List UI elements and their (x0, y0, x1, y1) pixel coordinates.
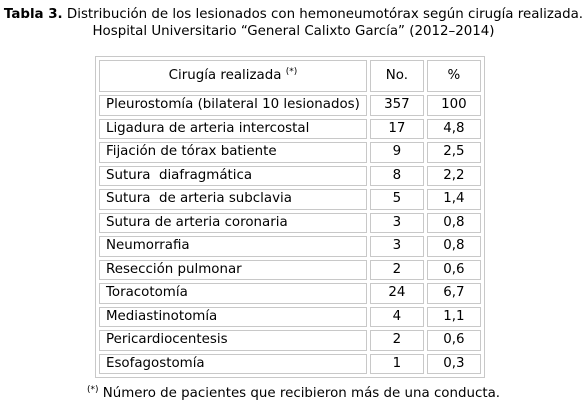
footnote-text: Número de pacientes que recibieron más de una conducta. (102, 386, 501, 401)
cell-pct: 0,6 (427, 260, 481, 281)
cell-no: 4 (370, 307, 424, 328)
cell-cirugia: Fijación de tórax batiente (99, 142, 367, 163)
cell-pct: 0,3 (427, 354, 481, 375)
table-label: Tabla 3. (3, 7, 63, 22)
cell-no: 3 (370, 236, 424, 257)
footnote-mark: (*) (86, 385, 99, 395)
cell-pct: 1,1 (427, 307, 481, 328)
cell-no: 24 (370, 283, 424, 304)
surgery-table (95, 56, 485, 378)
cell-cirugia: Pleurostomía (bilateral 10 lesionados) (99, 95, 367, 116)
cell-no: 3 (370, 213, 424, 234)
cell-cirugia: Toracotomía (99, 283, 367, 304)
table-row (99, 307, 481, 328)
caption-title: Distribución de los lesionados con hemoneumotórax según cirugía realizada. (62, 7, 584, 22)
cell-no: 2 (370, 260, 424, 281)
cell-pct: 6,7 (427, 283, 481, 304)
cell-cirugia: Sutura diafragmática (99, 166, 367, 187)
table-row (99, 119, 481, 140)
table-footnote (0, 385, 587, 402)
table-row (99, 166, 481, 187)
cell-pct: 2,5 (427, 142, 481, 163)
header-cirugia (99, 60, 367, 92)
cell-no: 2 (370, 330, 424, 351)
cell-cirugia: Sutura de arteria subclavia (99, 189, 367, 210)
cell-cirugia: Pericardiocentesis (99, 330, 367, 351)
table-row (99, 95, 481, 116)
table-row (99, 330, 481, 351)
cell-cirugia: Esofagostomía (99, 354, 367, 375)
table-row (99, 142, 481, 163)
header-cirugia-label: Cirugía realizada (168, 68, 282, 83)
cell-no: 357 (370, 95, 424, 116)
table-row (99, 213, 481, 234)
cell-no: 9 (370, 142, 424, 163)
cell-pct: 1,4 (427, 189, 481, 210)
cell-pct: 0,8 (427, 213, 481, 234)
cell-cirugia: Ligadura de arteria intercostal (99, 119, 367, 140)
cell-no: 5 (370, 189, 424, 210)
table-caption (0, 6, 587, 40)
table-row (99, 354, 481, 375)
cell-no: 8 (370, 166, 424, 187)
header-row (99, 60, 481, 92)
cell-pct: 0,8 (427, 236, 481, 257)
cell-cirugia: Resección pulmonar (99, 260, 367, 281)
table-row (99, 236, 481, 257)
table-row (99, 283, 481, 304)
cell-pct: 100 (427, 95, 481, 116)
cell-pct: 4,8 (427, 119, 481, 140)
header-no: No. (370, 60, 424, 92)
cell-cirugia: Mediastinotomía (99, 307, 367, 328)
table-row (99, 260, 481, 281)
header-cirugia-mark: (*) (285, 67, 298, 77)
cell-pct: 2,2 (427, 166, 481, 187)
cell-cirugia: Sutura de arteria coronaria (99, 213, 367, 234)
table-row (99, 189, 481, 210)
cell-no: 1 (370, 354, 424, 375)
cell-no: 17 (370, 119, 424, 140)
header-pct: % (427, 60, 481, 92)
caption-line-2: Hospital Universitario “General Calixto García” (2012–2014) (92, 24, 495, 39)
cell-pct: 0,6 (427, 330, 481, 351)
caption-line-1 (0, 6, 587, 23)
cell-cirugia: Neumorrafia (99, 236, 367, 257)
